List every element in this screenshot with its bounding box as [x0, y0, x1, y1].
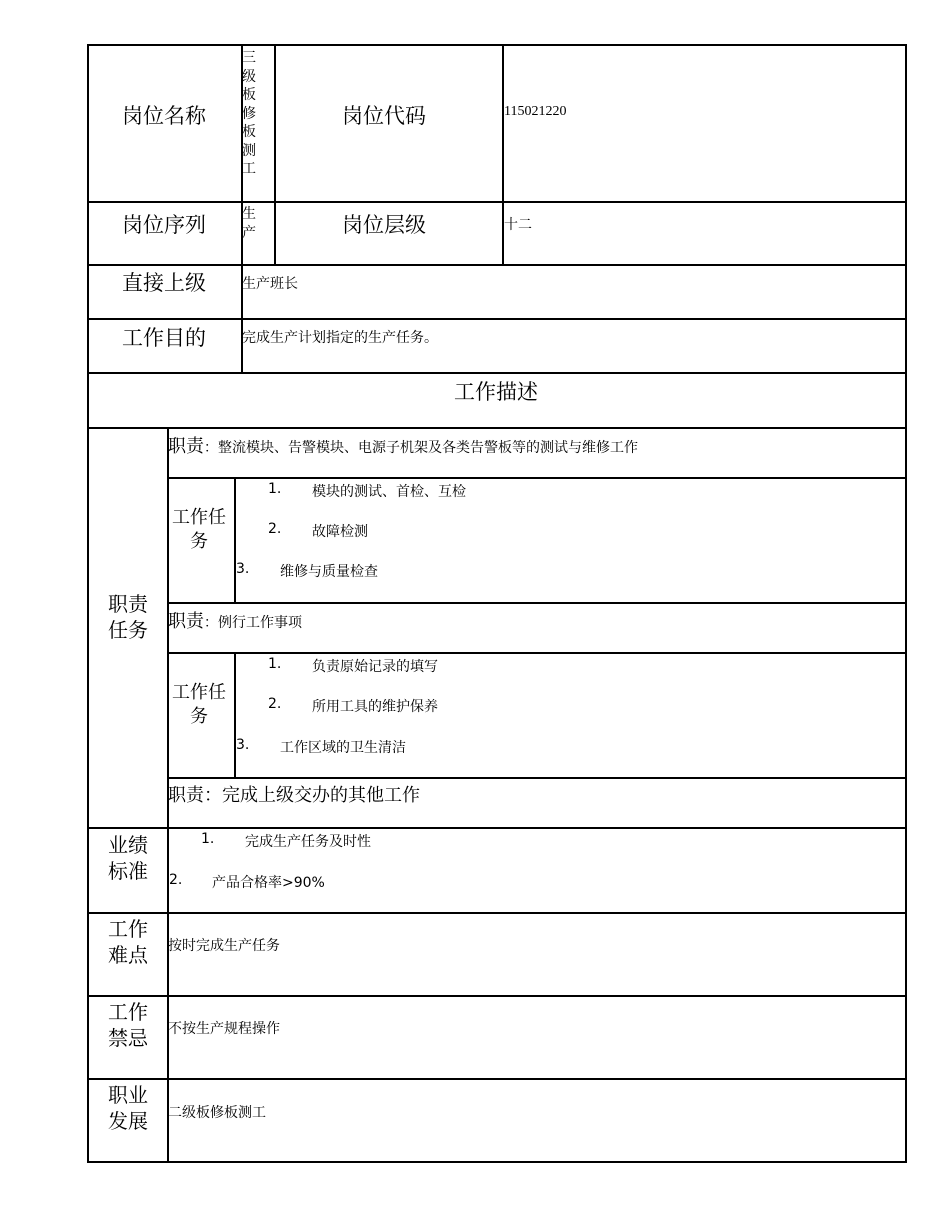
taboo-label: 工作禁忌 — [108, 1000, 148, 1050]
performance-label: 业绩标准 — [108, 833, 148, 883]
development-value: 二级板修板测工 — [168, 1105, 266, 1121]
work-purpose-value: 完成生产计划指定的生产任务。 — [242, 330, 438, 346]
task-num: 2. — [268, 521, 282, 537]
task-num: 3. — [236, 561, 250, 577]
position-series-label: 岗位序列 — [122, 213, 206, 237]
task-num: 1. — [268, 656, 282, 672]
work-description-title: 工作描述 — [454, 380, 538, 404]
divider — [87, 264, 907, 266]
duty-text: ：例行工作事项 — [204, 615, 302, 631]
divider — [274, 44, 276, 266]
divider — [87, 427, 907, 429]
duty-text: ：整流模块、告警模块、电源子机架及各类告警板等的测试与维修工作 — [204, 440, 638, 456]
performance-num: 2. — [169, 872, 183, 888]
divider — [167, 652, 907, 654]
task-label: 工作任务 — [172, 682, 226, 727]
difficulty-value: 按时完成生产任务 — [168, 938, 280, 954]
task-text: 负责原始记录的填写 — [312, 659, 438, 675]
task-num: 1. — [268, 481, 282, 497]
border-left — [87, 44, 89, 1163]
divider — [234, 477, 236, 604]
performance-item: 完成生产任务及时性 — [245, 834, 371, 850]
task-label: 工作任务 — [172, 507, 226, 552]
position-code-value: 115021220 — [504, 104, 567, 119]
performance-num: 1. — [201, 831, 215, 847]
duty-2 — [168, 607, 302, 633]
divider — [167, 777, 907, 779]
divider — [167, 602, 907, 604]
work-purpose-label: 工作目的 — [122, 326, 206, 350]
task-num: 2. — [268, 696, 282, 712]
duty-prefix: 职责 — [168, 785, 204, 806]
position-series-value: 生产 — [242, 206, 256, 241]
task-text: 所用工具的维护保养 — [312, 699, 438, 715]
position-level-label: 岗位层级 — [342, 213, 426, 237]
border-right — [905, 44, 907, 1163]
position-code-label: 岗位代码 — [342, 104, 426, 128]
duty-text: ：完成上级交办的其他工作 — [204, 785, 420, 806]
performance-item: 产品合格率>90% — [212, 875, 325, 891]
task-text: 维修与质量检查 — [280, 564, 378, 580]
duty-prefix: 职责 — [168, 611, 204, 632]
divider — [167, 477, 907, 479]
duty-prefix: 职责 — [168, 436, 204, 457]
divider — [87, 827, 907, 829]
duty-3 — [168, 781, 420, 807]
divider — [87, 201, 907, 203]
position-level-value: 十二 — [504, 217, 532, 233]
direct-superior-value: 生产班长 — [242, 276, 298, 292]
divider — [87, 318, 907, 320]
divider — [87, 995, 907, 997]
duties-label: 职责任务 — [108, 592, 148, 642]
divider — [234, 652, 236, 779]
position-name-value: 三级板修板测工 — [242, 50, 256, 177]
taboo-value: 不按生产规程操作 — [168, 1021, 280, 1037]
divider — [87, 912, 907, 914]
task-num: 3. — [236, 737, 250, 753]
direct-superior-label: 直接上级 — [122, 271, 206, 295]
development-label: 职业发展 — [108, 1083, 148, 1133]
task-text: 故障检测 — [312, 524, 368, 540]
border-bottom — [87, 1161, 907, 1163]
difficulty-label: 工作难点 — [108, 917, 148, 967]
position-name-label: 岗位名称 — [122, 104, 206, 128]
border-top — [87, 44, 907, 46]
divider — [87, 1078, 907, 1080]
task-text: 模块的测试、首检、互检 — [312, 484, 466, 500]
divider — [87, 372, 907, 374]
duty-1 — [168, 432, 638, 458]
task-text: 工作区域的卫生清洁 — [280, 740, 406, 756]
